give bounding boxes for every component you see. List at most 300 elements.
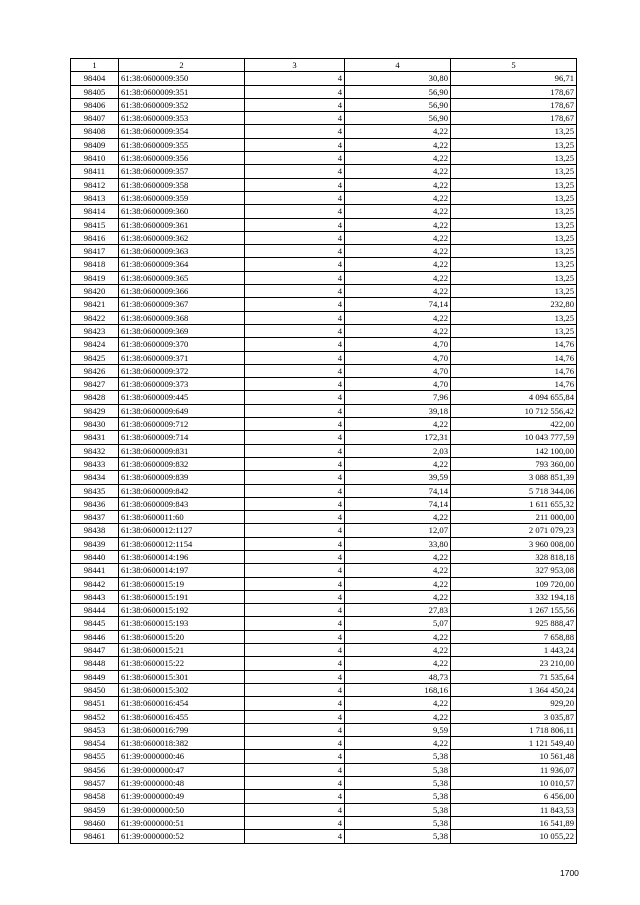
table-cell-col-5: 3 035,87 (451, 710, 577, 723)
table-cell-col-4: 4,22 (345, 271, 451, 284)
table-cell-col-4: 56,90 (345, 112, 451, 125)
table-cell-col-4: 4,22 (345, 218, 451, 231)
table-cell-col-2: 61:38:0600009:363 (119, 245, 245, 258)
table-cell-col-1: 98429 (71, 404, 119, 417)
table-cell-col-4: 30,80 (345, 72, 451, 85)
table-cell-col-1: 98405 (71, 85, 119, 98)
table-cell-col-4: 4,22 (345, 590, 451, 603)
table-cell-col-4: 4,70 (345, 378, 451, 391)
header-col-2: 2 (119, 59, 245, 72)
table-cell-col-1: 98444 (71, 604, 119, 617)
table-cell-col-4: 4,70 (345, 351, 451, 364)
table-cell-col-3: 4 (245, 710, 345, 723)
table-cell-col-5: 13,25 (451, 125, 577, 138)
table-cell-col-5: 13,25 (451, 231, 577, 244)
table-cell-col-1: 98434 (71, 471, 119, 484)
table-cell-col-1: 98414 (71, 205, 119, 218)
table-cell-col-2: 61:38:0600009:712 (119, 418, 245, 431)
table-cell-col-3: 4 (245, 777, 345, 790)
table-cell-col-1: 98415 (71, 218, 119, 231)
table-cell-col-5: 13,25 (451, 311, 577, 324)
table-cell-col-4: 5,38 (345, 803, 451, 816)
table-cell-col-2: 61:39:0000000:46 (119, 750, 245, 763)
table-cell-col-4: 4,22 (345, 245, 451, 258)
table-row (71, 364, 577, 377)
table-cell-col-2: 61:38:0600012:1154 (119, 537, 245, 550)
table-cell-col-4: 4,22 (345, 511, 451, 524)
table-cell-col-5: 925 888,47 (451, 617, 577, 630)
table-cell-col-5: 1 267 155,56 (451, 604, 577, 617)
table-row (71, 644, 577, 657)
table-cell-col-3: 4 (245, 830, 345, 843)
table-cell-col-4: 4,22 (345, 125, 451, 138)
table-cell-col-5: 1 611 655,32 (451, 497, 577, 510)
table-cell-col-4: 12,07 (345, 524, 451, 537)
table-cell-col-4: 4,22 (345, 285, 451, 298)
table-cell-col-2: 61:38:0600009:831 (119, 444, 245, 457)
table-cell-col-3: 4 (245, 630, 345, 643)
table-row (71, 418, 577, 431)
table-cell-col-3: 4 (245, 431, 345, 444)
table-cell-col-1: 98419 (71, 271, 119, 284)
table-cell-col-2: 61:38:0600009:371 (119, 351, 245, 364)
table-cell-col-2: 61:38:0600015:191 (119, 590, 245, 603)
table-cell-col-2: 61:38:0600009:445 (119, 391, 245, 404)
table-cell-col-2: 61:38:0600009:368 (119, 311, 245, 324)
table-cell-col-4: 5,07 (345, 617, 451, 630)
header-col-3: 3 (245, 59, 345, 72)
table-cell-col-3: 4 (245, 298, 345, 311)
table-cell-col-4: 4,22 (345, 550, 451, 563)
table-cell-col-1: 98447 (71, 644, 119, 657)
header-col-5: 5 (451, 59, 577, 72)
table-cell-col-1: 98445 (71, 617, 119, 630)
table-cell-col-2: 61:38:0600016:799 (119, 723, 245, 736)
table-cell-col-5: 178,67 (451, 112, 577, 125)
table-cell-col-2: 61:38:0600015:302 (119, 683, 245, 696)
table-cell-col-2: 61:38:0600009:842 (119, 484, 245, 497)
table-row (71, 816, 577, 829)
table-cell-col-5: 13,25 (451, 138, 577, 151)
table-row (71, 85, 577, 98)
table-cell-col-3: 4 (245, 378, 345, 391)
table-cell-col-4: 2,03 (345, 444, 451, 457)
table-cell-col-3: 4 (245, 524, 345, 537)
table-cell-col-2: 61:39:0000000:50 (119, 803, 245, 816)
table-cell-col-5: 1 121 549,40 (451, 737, 577, 750)
table-cell-col-2: 61:39:0000000:49 (119, 790, 245, 803)
table-cell-col-5: 4 094 655,84 (451, 391, 577, 404)
table-cell-col-2: 61:38:0600009:649 (119, 404, 245, 417)
table-cell-col-4: 172,31 (345, 431, 451, 444)
table-cell-col-4: 4,22 (345, 205, 451, 218)
table-cell-col-5: 23 210,00 (451, 657, 577, 670)
table-cell-col-5: 14,76 (451, 364, 577, 377)
table-cell-col-5: 16 541,89 (451, 816, 577, 829)
table-cell-col-4: 4,22 (345, 630, 451, 643)
table-cell-col-5: 2 071 079,23 (451, 524, 577, 537)
table-row (71, 191, 577, 204)
table-cell-col-3: 4 (245, 271, 345, 284)
table-cell-col-3: 4 (245, 484, 345, 497)
table-cell-col-4: 168,16 (345, 683, 451, 696)
table-cell-col-1: 98460 (71, 816, 119, 829)
table-cell-col-1: 98438 (71, 524, 119, 537)
table-cell-col-2: 61:38:0600014:197 (119, 564, 245, 577)
table-row (71, 258, 577, 271)
table-cell-col-5: 10 561,48 (451, 750, 577, 763)
table-cell-col-2: 61:38:0600015:20 (119, 630, 245, 643)
table-cell-col-2: 61:38:0600015:192 (119, 604, 245, 617)
table-cell-col-5: 1 443,24 (451, 644, 577, 657)
table-row (71, 657, 577, 670)
table-cell-col-5: 11 843,53 (451, 803, 577, 816)
table-cell-col-4: 4,22 (345, 138, 451, 151)
table-cell-col-3: 4 (245, 763, 345, 776)
table-cell-col-4: 4,22 (345, 644, 451, 657)
table-cell-col-3: 4 (245, 790, 345, 803)
table-cell-col-3: 4 (245, 152, 345, 165)
table-cell-col-4: 56,90 (345, 85, 451, 98)
table-cell-col-5: 11 936,07 (451, 763, 577, 776)
table-cell-col-1: 98425 (71, 351, 119, 364)
table-cell-col-3: 4 (245, 231, 345, 244)
table-cell-col-1: 98411 (71, 165, 119, 178)
table-cell-col-5: 14,76 (451, 378, 577, 391)
table-cell-col-1: 98450 (71, 683, 119, 696)
table-cell-col-4: 56,90 (345, 98, 451, 111)
table-cell-col-5: 142 100,00 (451, 444, 577, 457)
table-cell-col-2: 61:38:0600018:382 (119, 737, 245, 750)
table-cell-col-5: 109 720,00 (451, 577, 577, 590)
table-cell-col-3: 4 (245, 218, 345, 231)
table-row (71, 404, 577, 417)
table-cell-col-4: 4,22 (345, 577, 451, 590)
table-cell-col-2: 61:38:0600009:369 (119, 324, 245, 337)
table-cell-col-4: 48,73 (345, 670, 451, 683)
table-cell-col-4: 4,22 (345, 418, 451, 431)
table-cell-col-1: 98404 (71, 72, 119, 85)
table-row (71, 564, 577, 577)
table-cell-col-1: 98421 (71, 298, 119, 311)
table-cell-col-4: 39,59 (345, 471, 451, 484)
table-cell-col-2: 61:38:0600015:22 (119, 657, 245, 670)
table-row (71, 750, 577, 763)
table-cell-col-5: 327 953,08 (451, 564, 577, 577)
table-cell-col-2: 61:38:0600009:365 (119, 271, 245, 284)
table-cell-col-3: 4 (245, 85, 345, 98)
table-cell-col-5: 10 055,22 (451, 830, 577, 843)
table-cell-col-4: 4,70 (345, 364, 451, 377)
table-cell-col-5: 422,00 (451, 418, 577, 431)
table-row (71, 351, 577, 364)
table-cell-col-1: 98409 (71, 138, 119, 151)
table-cell-col-4: 33,80 (345, 537, 451, 550)
table-cell-col-3: 4 (245, 324, 345, 337)
table-row (71, 537, 577, 550)
table-cell-col-2: 61:38:0600009:359 (119, 191, 245, 204)
table-cell-col-2: 61:38:0600009:364 (119, 258, 245, 271)
table-cell-col-4: 74,14 (345, 298, 451, 311)
table-cell-col-3: 4 (245, 497, 345, 510)
table-row (71, 457, 577, 470)
table-cell-col-2: 61:38:0600009:843 (119, 497, 245, 510)
table-cell-col-4: 5,38 (345, 790, 451, 803)
table-cell-col-2: 61:38:0600009:361 (119, 218, 245, 231)
table-cell-col-1: 98451 (71, 697, 119, 710)
table-cell-col-1: 98440 (71, 550, 119, 563)
table-row (71, 431, 577, 444)
table-row (71, 683, 577, 696)
table-row (71, 484, 577, 497)
table-cell-col-3: 4 (245, 697, 345, 710)
table-cell-col-5: 328 818,18 (451, 550, 577, 563)
header-col-4: 4 (345, 59, 451, 72)
table-cell-col-3: 4 (245, 564, 345, 577)
table-cell-col-3: 4 (245, 617, 345, 630)
table-row (71, 391, 577, 404)
table-row (71, 125, 577, 138)
table-cell-col-4: 5,38 (345, 816, 451, 829)
table-cell-col-2: 61:38:0600009:351 (119, 85, 245, 98)
table-header (71, 59, 577, 72)
table-cell-col-5: 14,76 (451, 351, 577, 364)
table-cell-col-2: 61:38:0600009:714 (119, 431, 245, 444)
table-cell-col-5: 13,25 (451, 285, 577, 298)
table-row (71, 98, 577, 111)
table-cell-col-2: 61:38:0600012:1127 (119, 524, 245, 537)
table-cell-col-5: 13,25 (451, 165, 577, 178)
table-cell-col-4: 4,22 (345, 191, 451, 204)
table-cell-col-5: 71 535,64 (451, 670, 577, 683)
table-cell-col-3: 4 (245, 258, 345, 271)
table-cell-col-2: 61:38:0600016:454 (119, 697, 245, 710)
table-cell-col-1: 98428 (71, 391, 119, 404)
table-cell-col-1: 98420 (71, 285, 119, 298)
table-cell-col-3: 4 (245, 112, 345, 125)
table-cell-col-4: 5,38 (345, 763, 451, 776)
table-row (71, 112, 577, 125)
table-row (71, 271, 577, 284)
table-cell-col-5: 10 712 556,42 (451, 404, 577, 417)
table-cell-col-2: 61:38:0600015:21 (119, 644, 245, 657)
table-cell-col-3: 4 (245, 590, 345, 603)
table-row (71, 245, 577, 258)
table-row (71, 165, 577, 178)
table-cell-col-4: 74,14 (345, 484, 451, 497)
table-cell-col-1: 98416 (71, 231, 119, 244)
table-cell-col-2: 61:38:0600009:839 (119, 471, 245, 484)
table-cell-col-1: 98426 (71, 364, 119, 377)
table-cell-col-5: 13,25 (451, 324, 577, 337)
table-cell-col-2: 61:38:0600009:352 (119, 98, 245, 111)
table-cell-col-1: 98441 (71, 564, 119, 577)
table-cell-col-1: 98453 (71, 723, 119, 736)
table-cell-col-3: 4 (245, 404, 345, 417)
table-cell-col-4: 4,22 (345, 231, 451, 244)
table-cell-col-2: 61:38:0600009:362 (119, 231, 245, 244)
table-cell-col-5: 178,67 (451, 98, 577, 111)
table-cell-col-1: 98408 (71, 125, 119, 138)
table-cell-col-1: 98427 (71, 378, 119, 391)
table-row (71, 178, 577, 191)
table-cell-col-2: 61:38:0600015:301 (119, 670, 245, 683)
table-cell-col-3: 4 (245, 737, 345, 750)
table-row (71, 577, 577, 590)
table-cell-col-4: 4,22 (345, 737, 451, 750)
table-row (71, 763, 577, 776)
table-cell-col-3: 4 (245, 125, 345, 138)
table-cell-col-5: 7 658,88 (451, 630, 577, 643)
table-row (71, 231, 577, 244)
table-cell-col-2: 61:38:0600009:354 (119, 125, 245, 138)
table-cell-col-1: 98457 (71, 777, 119, 790)
table-cell-col-5: 1 718 806,11 (451, 723, 577, 736)
table-cell-col-4: 5,38 (345, 777, 451, 790)
table-cell-col-1: 98423 (71, 324, 119, 337)
table-row (71, 710, 577, 723)
table-cell-col-1: 98410 (71, 152, 119, 165)
table-row (71, 72, 577, 85)
table-cell-col-2: 61:38:0600009:350 (119, 72, 245, 85)
table-row (71, 285, 577, 298)
header-col-1: 1 (71, 59, 119, 72)
table-cell-col-3: 4 (245, 683, 345, 696)
table-cell-col-4: 4,22 (345, 165, 451, 178)
table-cell-col-4: 4,22 (345, 657, 451, 670)
table-cell-col-1: 98452 (71, 710, 119, 723)
table-cell-col-5: 13,25 (451, 258, 577, 271)
table-cell-col-5: 13,25 (451, 152, 577, 165)
table-cell-col-2: 61:38:0600009:357 (119, 165, 245, 178)
table-cell-col-1: 98449 (71, 670, 119, 683)
table-cell-col-2: 61:38:0600009:832 (119, 457, 245, 470)
table-cell-col-2: 61:38:0600015:19 (119, 577, 245, 590)
table-cell-col-2: 61:38:0600014:196 (119, 550, 245, 563)
table-row (71, 497, 577, 510)
table-cell-col-5: 13,25 (451, 245, 577, 258)
table-row (71, 338, 577, 351)
table-cell-col-5: 10 043 777,59 (451, 431, 577, 444)
table-cell-col-3: 4 (245, 391, 345, 404)
table-cell-col-3: 4 (245, 72, 345, 85)
table-cell-col-3: 4 (245, 311, 345, 324)
table-cell-col-1: 98436 (71, 497, 119, 510)
table-cell-col-2: 61:39:0000000:52 (119, 830, 245, 843)
table-cell-col-4: 4,22 (345, 457, 451, 470)
table-cell-col-1: 98454 (71, 737, 119, 750)
table-cell-col-5: 14,76 (451, 338, 577, 351)
table-row (71, 152, 577, 165)
table-cell-col-4: 9,59 (345, 723, 451, 736)
table-cell-col-5: 178,67 (451, 85, 577, 98)
table-row (71, 777, 577, 790)
table-cell-col-4: 5,38 (345, 830, 451, 843)
table-cell-col-4: 4,22 (345, 178, 451, 191)
table-row (71, 604, 577, 617)
table-cell-col-2: 61:38:0600009:366 (119, 285, 245, 298)
table-cell-col-2: 61:38:0600015:193 (119, 617, 245, 630)
header-row (71, 59, 577, 72)
table-cell-col-3: 4 (245, 670, 345, 683)
table-row (71, 524, 577, 537)
table-cell-col-1: 98406 (71, 98, 119, 111)
table-cell-col-3: 4 (245, 191, 345, 204)
table-cell-col-4: 4,22 (345, 258, 451, 271)
table-cell-col-4: 4,70 (345, 338, 451, 351)
table-cell-col-4: 4,22 (345, 710, 451, 723)
table-cell-col-3: 4 (245, 245, 345, 258)
table-cell-col-5: 96,71 (451, 72, 577, 85)
table-cell-col-4: 74,14 (345, 497, 451, 510)
table-cell-col-1: 98437 (71, 511, 119, 524)
table-cell-col-5: 13,25 (451, 205, 577, 218)
table-cell-col-1: 98412 (71, 178, 119, 191)
table-cell-col-1: 98442 (71, 577, 119, 590)
table-cell-col-1: 98430 (71, 418, 119, 431)
table-cell-col-4: 4,22 (345, 697, 451, 710)
table-cell-col-3: 4 (245, 364, 345, 377)
table-cell-col-3: 4 (245, 537, 345, 550)
table-cell-col-3: 4 (245, 178, 345, 191)
table-body (71, 72, 577, 843)
table-cell-col-5: 13,25 (451, 191, 577, 204)
table-row (71, 218, 577, 231)
table-cell-col-3: 4 (245, 577, 345, 590)
table-row (71, 723, 577, 736)
table-cell-col-5: 5 718 344,06 (451, 484, 577, 497)
table-cell-col-4: 4,22 (345, 311, 451, 324)
table-cell-col-2: 61:38:0600009:358 (119, 178, 245, 191)
table-cell-col-5: 793 360,00 (451, 457, 577, 470)
table-row (71, 617, 577, 630)
table-cell-col-2: 61:38:0600011:60 (119, 511, 245, 524)
table-cell-col-2: 61:38:0600009:356 (119, 152, 245, 165)
table-cell-col-3: 4 (245, 644, 345, 657)
table-cell-col-2: 61:38:0600009:373 (119, 378, 245, 391)
table-row (71, 737, 577, 750)
table-cell-col-2: 61:38:0600009:353 (119, 112, 245, 125)
table-cell-col-1: 98448 (71, 657, 119, 670)
table-cell-col-1: 98446 (71, 630, 119, 643)
table-cell-col-5: 6 456,00 (451, 790, 577, 803)
table-cell-col-2: 61:38:0600009:370 (119, 338, 245, 351)
table-cell-col-3: 4 (245, 750, 345, 763)
table-row (71, 511, 577, 524)
table-row (71, 138, 577, 151)
table-cell-col-2: 61:38:0600009:355 (119, 138, 245, 151)
table-row (71, 550, 577, 563)
table-cell-col-1: 98435 (71, 484, 119, 497)
table-cell-col-1: 98456 (71, 763, 119, 776)
table-cell-col-3: 4 (245, 418, 345, 431)
table-cell-col-3: 4 (245, 550, 345, 563)
table-row (71, 378, 577, 391)
table-cell-col-5: 10 010,57 (451, 777, 577, 790)
table-cell-col-3: 4 (245, 511, 345, 524)
table-cell-col-3: 4 (245, 604, 345, 617)
table-row (71, 298, 577, 311)
table-cell-col-4: 39,18 (345, 404, 451, 417)
table-cell-col-1: 98433 (71, 457, 119, 470)
table-cell-col-2: 61:39:0000000:48 (119, 777, 245, 790)
table-cell-col-5: 1 364 450,24 (451, 683, 577, 696)
table-cell-col-3: 4 (245, 803, 345, 816)
table-cell-col-3: 4 (245, 723, 345, 736)
table-cell-col-1: 98424 (71, 338, 119, 351)
table-cell-col-2: 61:38:0600009:367 (119, 298, 245, 311)
table-cell-col-1: 98459 (71, 803, 119, 816)
